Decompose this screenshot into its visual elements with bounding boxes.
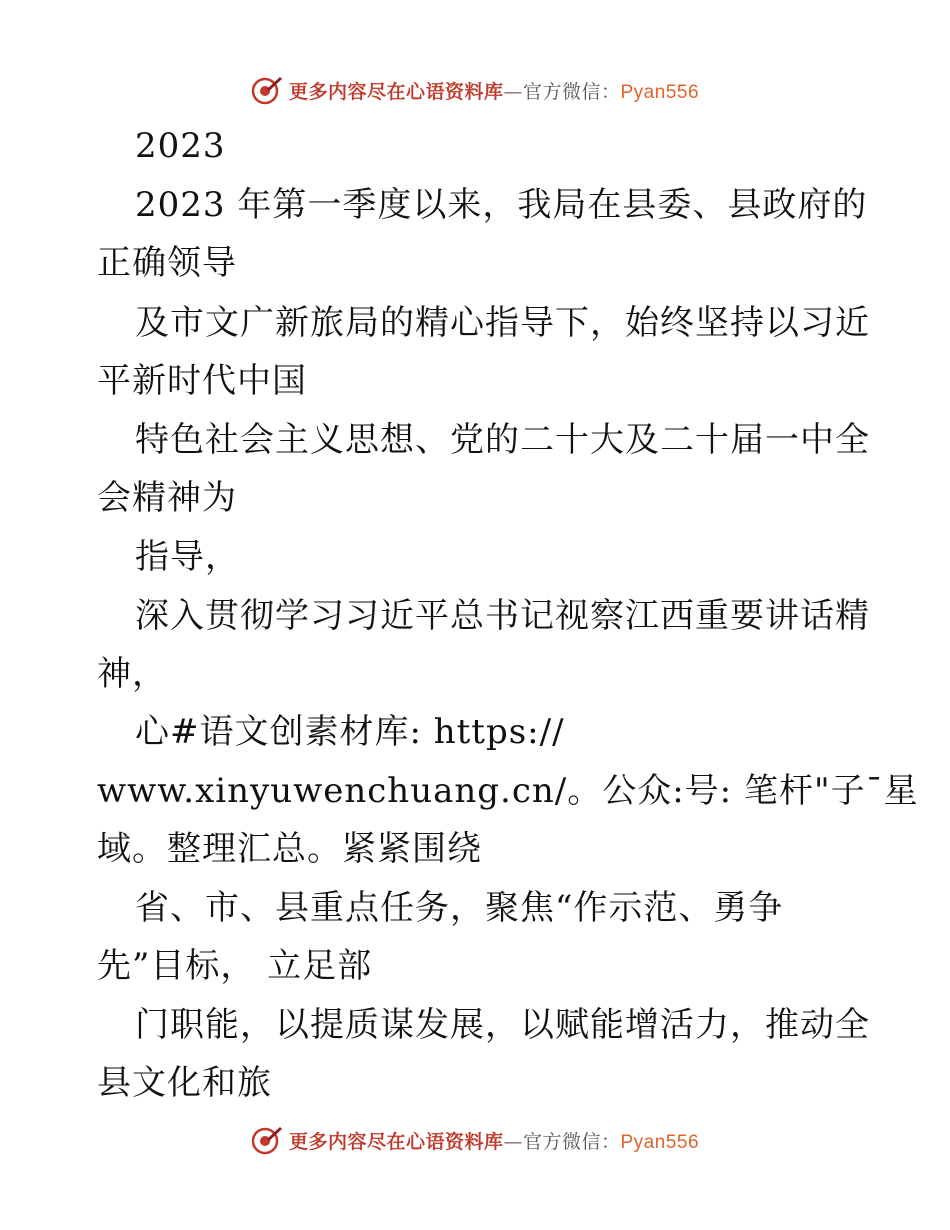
watermark-separator: — bbox=[503, 1130, 523, 1153]
header-watermark bbox=[0, 70, 950, 110]
watermark-text bbox=[289, 1127, 699, 1154]
doc-line: 神， bbox=[97, 654, 167, 694]
doc-line: 及市文广新旅局的精心指导下，始终坚持以习近 bbox=[135, 303, 870, 343]
doc-line: 域。整理汇总。紧紧围绕 bbox=[97, 829, 482, 869]
watermark-brand: 更多内容尽在心语资料库 bbox=[288, 80, 504, 103]
doc-line: 门职能，以提质谋发展，以赋能增活力，推动全 bbox=[135, 1005, 870, 1045]
doc-line: 先”目标， 立足部 bbox=[97, 946, 373, 986]
doc-line: www.xinyuwenchuang.cn/。公众:号: 笔杆"子¯星 bbox=[97, 771, 919, 811]
doc-line: 深入贯彻学习习近平总书记视察江西重要讲话精 bbox=[135, 596, 870, 636]
footer-watermark bbox=[0, 1120, 950, 1160]
doc-line: 正确领导 bbox=[97, 243, 237, 283]
watermark-wechat-id: Pyan556 bbox=[620, 1131, 700, 1153]
doc-line: 平新时代中国 bbox=[97, 361, 307, 401]
doc-line: 特色社会主义思想、党的二十大及二十届一中全 bbox=[135, 420, 870, 460]
pen-logo-icon bbox=[251, 74, 283, 106]
doc-line: 县文化和旅 bbox=[97, 1063, 272, 1103]
watermark-wechat-id: Pyan556 bbox=[620, 81, 700, 103]
watermark-brand: 更多内容尽在心语资料库 bbox=[288, 1130, 504, 1153]
doc-line: 2023 bbox=[135, 126, 226, 166]
watermark-official-label: 官方微信： bbox=[522, 1130, 621, 1153]
doc-line: 心#语文创素材库: https:// bbox=[135, 712, 565, 752]
watermark-official-label: 官方微信： bbox=[522, 80, 621, 103]
doc-line: 2023 年第一季度以来，我局在县委、县政府的 bbox=[135, 185, 868, 225]
doc-line: 会精神为 bbox=[97, 478, 237, 518]
watermark-text bbox=[289, 77, 699, 104]
watermark-separator: — bbox=[503, 80, 523, 103]
doc-line: 省、市、县重点任务，聚焦“作示范、勇争 bbox=[135, 888, 784, 928]
doc-line: 指导， bbox=[135, 537, 240, 577]
pen-logo-icon bbox=[251, 1124, 283, 1156]
